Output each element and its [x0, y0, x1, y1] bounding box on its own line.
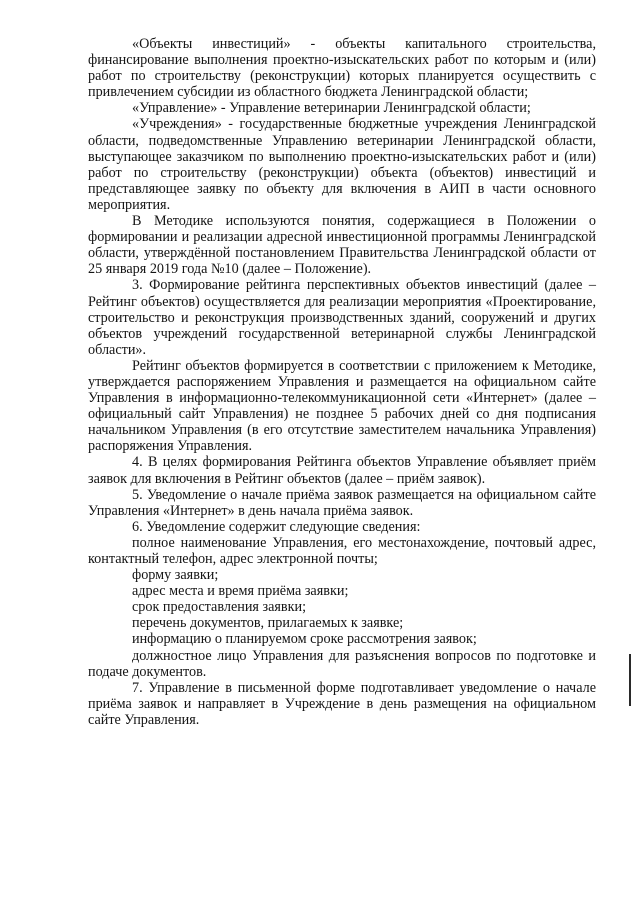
paragraph-definition-department: «Управление» - Управление ветеринарии Ленинградской области;	[132, 100, 531, 117]
list-item-form: форму заявки;	[132, 567, 219, 584]
list-item-address-time: адрес места и время приёма заявки;	[132, 583, 349, 600]
paragraph-item-7: 7. Управление в письменной форме подготавливает уведомление о начале приёма заявок и направляет в Учреждение в день размещения на официальном сайте Управления.	[88, 679, 596, 728]
list-item-deadline: срок предоставления заявки;	[132, 599, 307, 616]
list-item-official: должностное лицо Управления для разъяснения вопросов по подготовке и подаче документов.	[88, 647, 596, 680]
paragraph-definition-institutions: «Учреждения» - государственные бюджетные учреждения Ленинградской области, подведомственные Управлению ветеринарии Ленинградской области, выступающее заказчиком по выполнению проектно-изыскательских работ и (или) работ по строительству (реконструкции) объекта (объектов) инвестиций и представляющее заявку по объекту для включения в АИП в части основного мероприятия.	[88, 116, 596, 213]
paragraph-definition-objects: «Объекты инвестиций» - объекты капитального строительства, финансирование выполнения проектно-изыскательских работ по которым и (или) работ по строительству (реконструкции) которых планируется осуществить с привлечением субсидии из областного бюджета Ленинградской области;	[88, 36, 596, 101]
paragraph-item-6: 6. Уведомление содержит следующие сведения:	[132, 518, 421, 535]
list-item-full-name: полное наименование Управления, его местонахождение, почтовый адрес, контактный телефон, адрес электронной почты;	[88, 534, 596, 567]
paragraph-rating: Рейтинг объектов формируется в соответствии с приложением к Методике, утверждается распоряжением Управления и размещается на официальном сайте Управления в информационно-телекоммуникационной сети «Интернет» (далее – официальный сайт Управления) не позднее 5 рабочих дней со дня подписания начальником Управления (в его отсутствие заместителем начальника Управления) распоряжения Управления.	[88, 357, 596, 455]
document-body	[88, 36, 596, 728]
paragraph-terms: В Методике используются понятия, содержащиеся в Положении о формировании и реализации адресной инвестиционной программы Ленинградской области, утверждённой постановлением Правительства Ленинградской области от 25 января 2019 года №10 (далее – Положение).	[88, 213, 596, 278]
list-item-documents: перечень документов, прилагаемых к заявке;	[132, 615, 404, 632]
list-item-review-period: информацию о планируемом сроке рассмотрения заявок;	[132, 631, 477, 648]
paragraph-item-4: 4. В целях формирования Рейтинга объектов Управление объявляет приём заявок для включения в Рейтинг объектов (далее – приём заявок).	[88, 454, 596, 487]
scan-edge-mark	[629, 654, 631, 706]
paragraph-item-5: 5. Уведомление о начале приёма заявок размещается на официальном сайте Управления «Интернет» в день начала приёма заявок.	[88, 486, 596, 519]
paragraph-item-3: 3. Формирование рейтинга перспективных объектов инвестиций (далее – Рейтинг объектов) осуществляется для реализации мероприятия «Проектирование, строительство и реконструкция производственных зданий, сооружений и других объектов учреждений государственной ветеринарной службы Ленинградской области».	[88, 277, 596, 358]
